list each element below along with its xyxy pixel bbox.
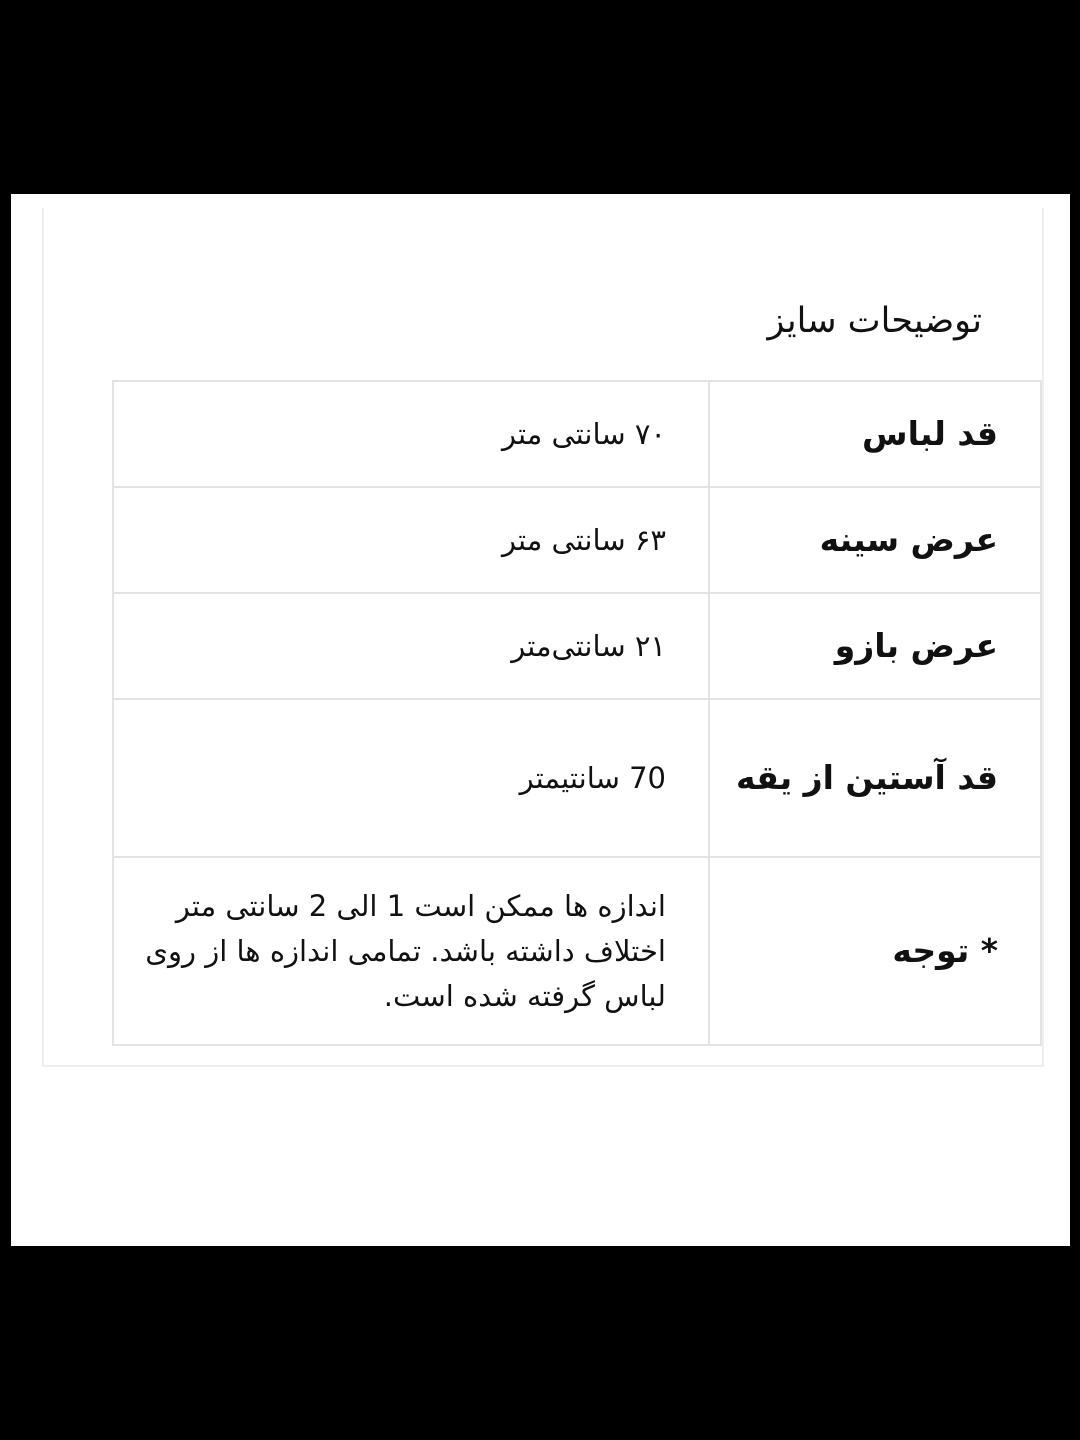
row-label-arm-width: عرض بازو <box>709 593 1041 699</box>
row-value-sleeve-length: 70 سانتیمتر <box>113 699 709 857</box>
row-label-chest-width: عرض سینه <box>709 487 1041 593</box>
table-row <box>113 699 1041 857</box>
row-label-note: * توجه <box>709 857 1041 1045</box>
row-value-chest-width: ۶۳ سانتی متر <box>113 487 709 593</box>
row-value-note: اندازه ها ممکن است 1 الی 2 سانتی متر اختلاف داشته باشد. تمامی اندازه ها از روی لباس گرفته شده است. <box>113 857 709 1045</box>
table-row <box>113 381 1041 487</box>
row-label-length: قد لباس <box>709 381 1041 487</box>
table-row <box>113 857 1041 1045</box>
row-label-sleeve-length: قد آستین از یقه <box>709 699 1041 857</box>
size-table <box>112 380 1042 1046</box>
table-row <box>113 487 1041 593</box>
size-guide-card <box>42 208 1044 1067</box>
section-title: توضیحات سایز <box>767 301 982 341</box>
table-row <box>113 593 1041 699</box>
page-content <box>11 194 1070 1246</box>
row-value-length: ۷۰ سانتی متر <box>113 381 709 487</box>
row-value-arm-width: ۲۱ سانتی‌متر <box>113 593 709 699</box>
